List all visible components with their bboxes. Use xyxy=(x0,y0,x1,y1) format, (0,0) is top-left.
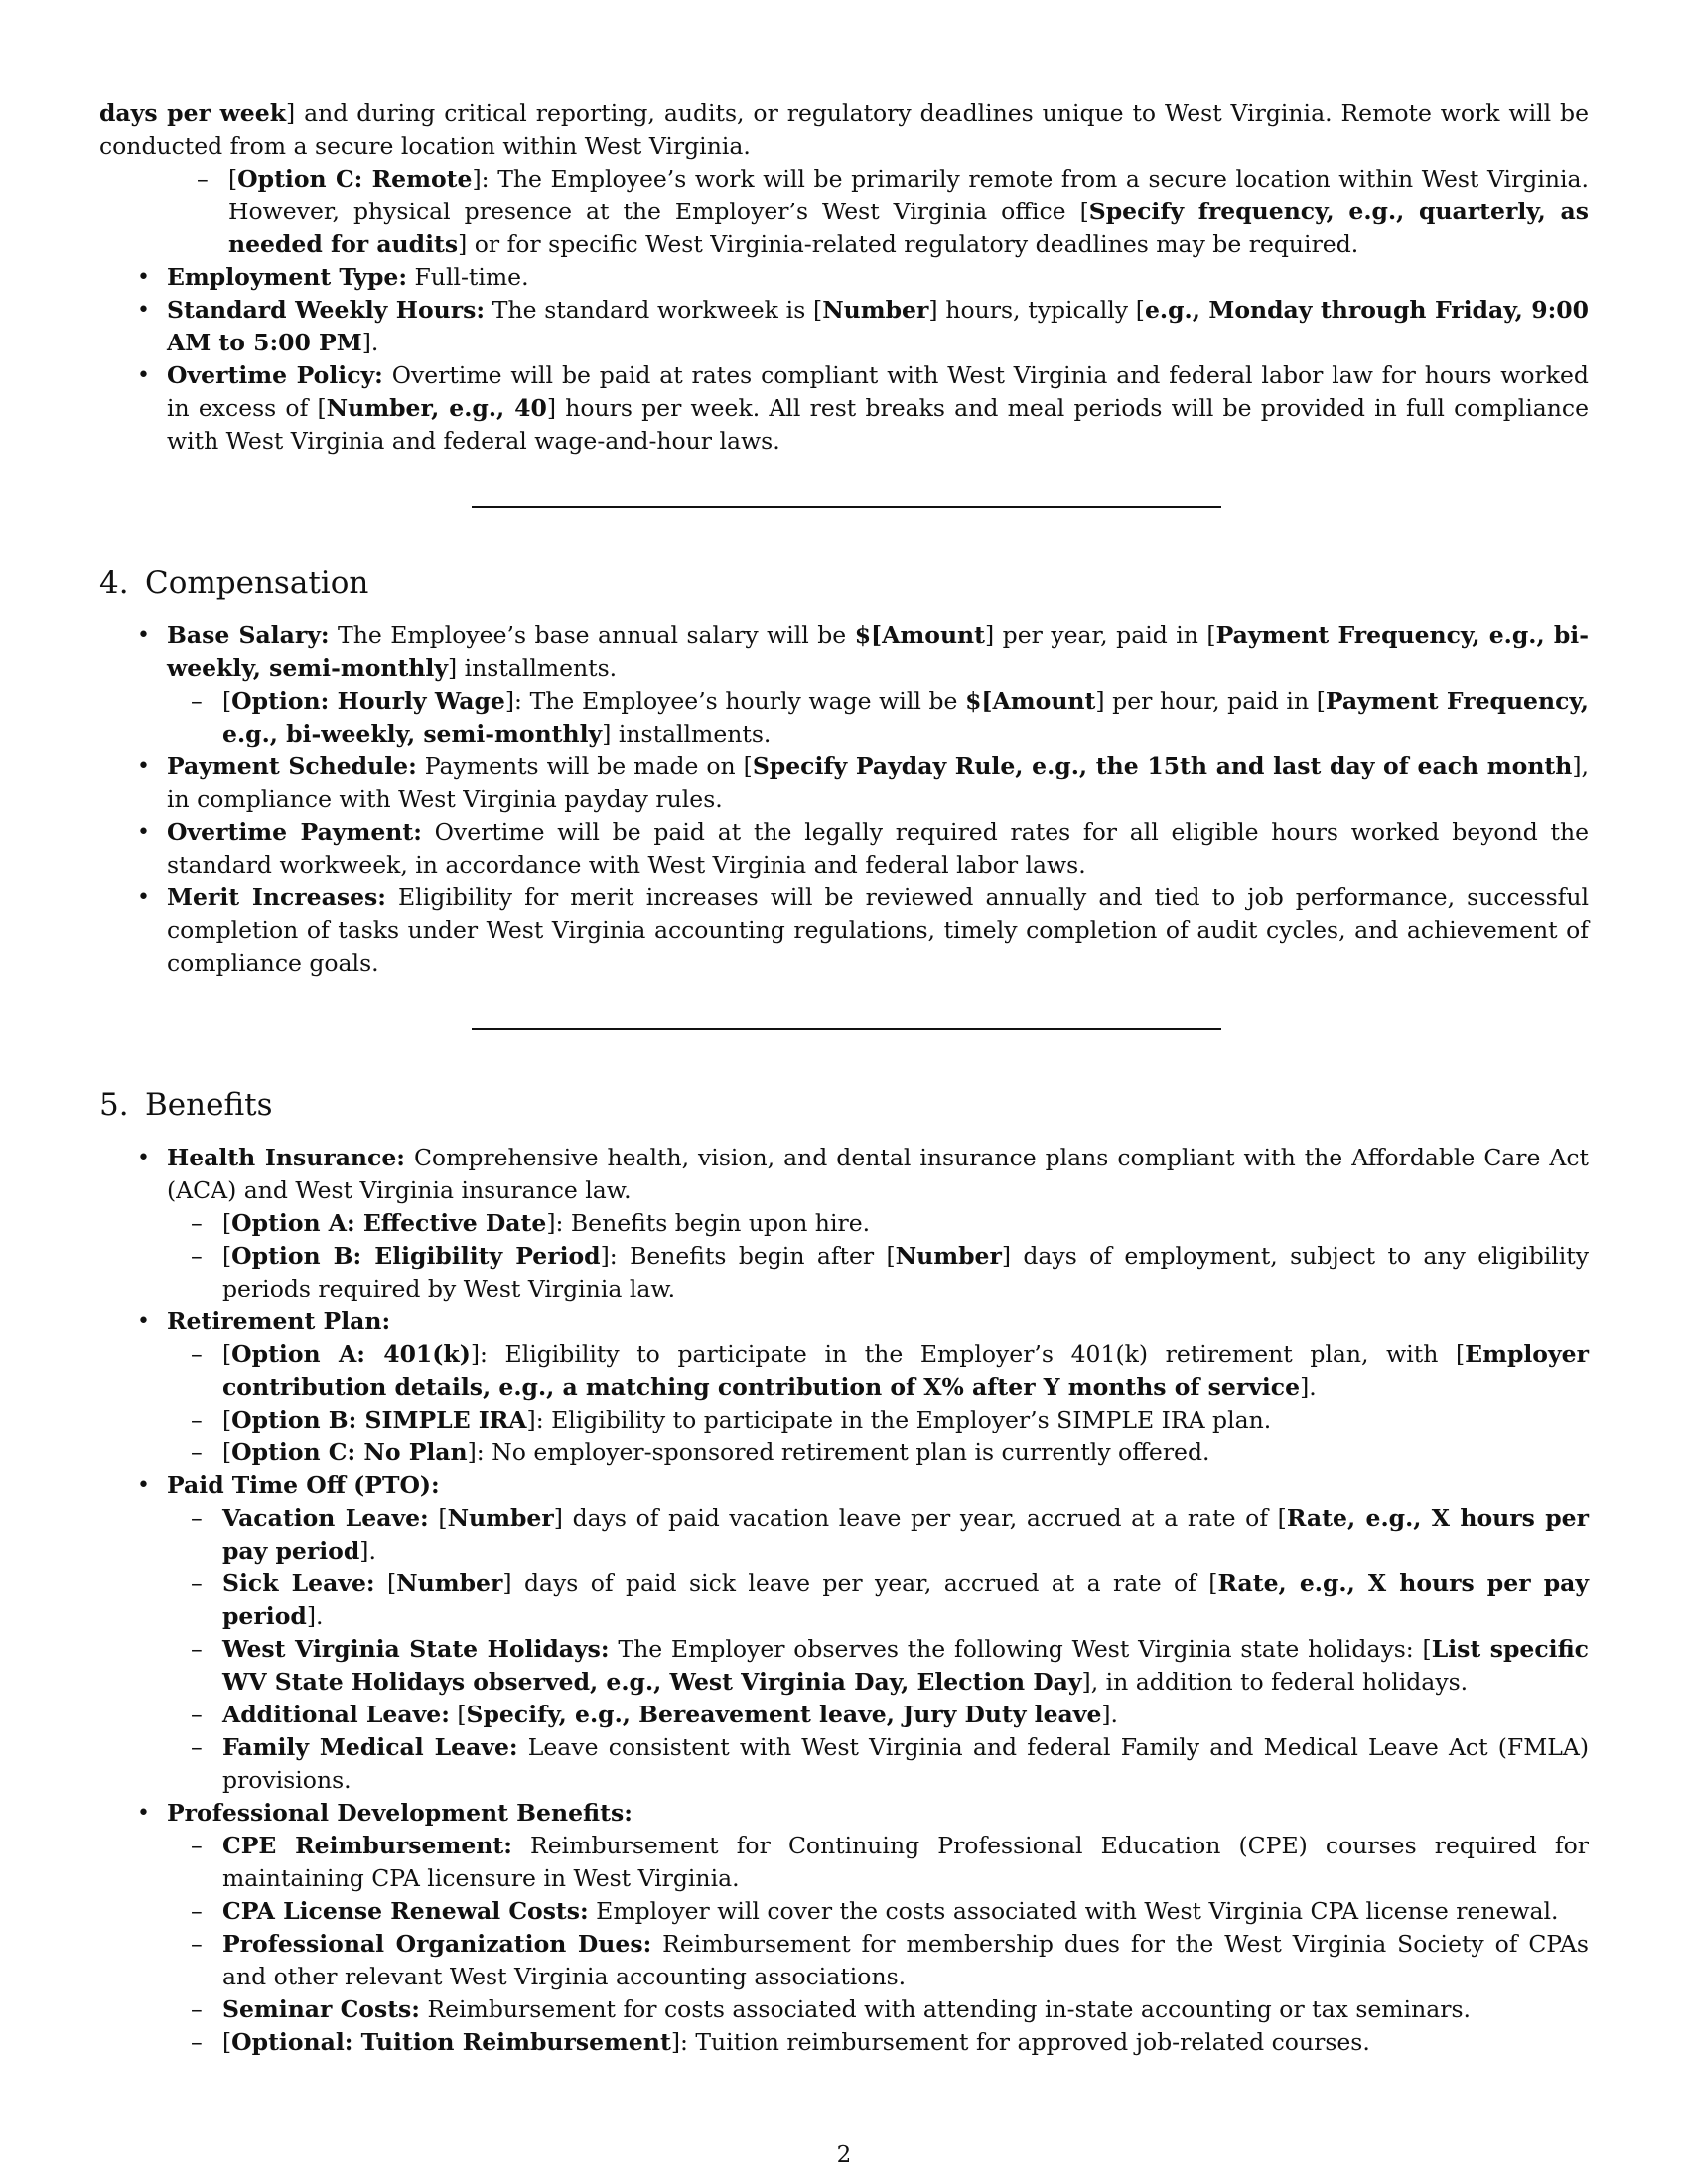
sick-leave: – Sick Leave: [Number] days of paid sick leave per year, accrued at a rate of [Rate, e.g., X hours per pay period]. xyxy=(222,1568,1589,1633)
health-option-b: – [Option B: Eligibility Period]: Benefits begin after [Number] days of employment, subject to any eligibility periods required by West Virginia law. xyxy=(222,1240,1589,1305)
payment-schedule-item: • Payment Schedule: Payments will be made on [Specify Payday Rule, e.g., the 15th and last day of each month], in compliance with West Virginia payday rules. xyxy=(167,751,1589,816)
state-holidays: – West Virginia State Holidays: The Employer observes the following West Virginia state holidays: [List specific WV State Holidays observed, e.g., West Virginia Day, Election Day], in addition to federal holidays. xyxy=(222,1633,1589,1699)
page-number: 2 xyxy=(836,2142,852,2168)
tuition-reimbursement: – [Optional: Tuition Reimbursement]: Tuition reimbursement for approved job-related courses. xyxy=(222,2026,1589,2059)
section-heading-benefits: 5. Benefits xyxy=(99,1087,273,1123)
family-medical-leave: – Family Medical Leave: Leave consistent with West Virginia and federal Family and Medical Leave Act (FMLA) provisions. xyxy=(222,1731,1589,1797)
carryover-options xyxy=(167,163,1589,261)
professional-development-options xyxy=(161,1830,1589,2059)
health-options xyxy=(161,1207,1589,1305)
merit-increases-item: • Merit Increases: Eligibility for merit increases will be reviewed annually and tied to job performance, successful completion of tasks under West Virginia accounting regulations, timely completion of audit cycles, and achievement of compliance goals. xyxy=(167,882,1589,980)
carryover-paragraph: days per week] and during critical reporting, audits, or regulatory deadlines unique to West Virginia. Remote work will be conducted from a secure location within West Virginia. xyxy=(99,99,1589,160)
additional-leave: – Additional Leave: [Specify, e.g., Bereavement leave, Jury Duty leave]. xyxy=(222,1699,1589,1731)
page-content xyxy=(99,97,1589,2059)
hourly-wage-option: – [Option: Hourly Wage]: The Employee’s hourly wage will be $[Amount] per hour, paid in [Payment Frequency, e.g., bi-weekly, semi-monthly] installments. xyxy=(222,685,1589,751)
section3-list xyxy=(99,261,1589,458)
compensation-list xyxy=(99,619,1589,980)
section-heading-compensation: 4. Compensation xyxy=(99,565,369,601)
section-divider xyxy=(472,1028,1221,1030)
section-divider xyxy=(472,506,1221,508)
benefits-list xyxy=(99,1142,1589,2059)
retirement-option-b: – [Option B: SIMPLE IRA]: Eligibility to participate in the Employer’s SIMPLE IRA plan. xyxy=(222,1404,1589,1436)
weekly-hours-item: • Standard Weekly Hours: The standard workweek is [Number] hours, typically [e.g., Monday through Friday, 9:00 AM to 5:00 PM]. xyxy=(167,294,1589,359)
pto-item: • Paid Time Off (PTO): – Vacation Leave: [Number] days of paid vacation leave per year, accrued at a rate of [Rate, e.g., X hours per pay period]. – Sick Leave: [Number] days of paid sick leave per year, accrued at a rate of [Rate, e.g., X hours per pay period]. – West Virginia State Holidays: The Employer observes the following West Virginia state holidays: [List specific WV State Holidays observed, e.g., West Virginia Day, Election Day], in addition to federal holidays. – Additional Leave: [Specify, e.g., Bereavement leave, Jury Duty leave]. – Family Medical Leave: Leave consistent with West Virginia and federal Family and Medical Leave Act (FMLA) provisions. xyxy=(167,1469,1589,1797)
employment-type-item: • Employment Type: Full-time. xyxy=(167,261,1589,294)
cpa-license-renewal: – CPA License Renewal Costs: Employer will cover the costs associated with West Virginia CPA license renewal. xyxy=(222,1895,1589,1928)
overtime-policy-item: • Overtime Policy: Overtime will be paid at rates compliant with West Virginia and federal labor law for hours worked in excess of [Number, e.g., 40] hours per week. All rest breaks and meal periods will be provided in full compliance with West Virginia and federal wage-and-hour laws. xyxy=(167,359,1589,458)
overtime-payment-item: • Overtime Payment: Overtime will be paid at the legally required rates for all eligible hours worked beyond the standard workweek, in accordance with West Virginia and federal labor laws. xyxy=(167,816,1589,882)
pto-options xyxy=(161,1502,1589,1797)
base-salary-item: • Base Salary: The Employee’s base annual salary will be $[Amount] per year, paid in [Payment Frequency, e.g., bi-weekly, semi-monthly] installments. – [Option: Hourly Wage]: The Employee’s hourly wage will be $[Amount] per hour, paid in [Payment Frequency, e.g., bi-weekly, semi-monthly] installments. xyxy=(167,619,1589,751)
health-option-a: – [Option A: Effective Date]: Benefits begin upon hire. xyxy=(222,1207,1589,1240)
seminar-costs: – Seminar Costs: Reimbursement for costs associated with attending in-state accounting or tax seminars. xyxy=(222,1993,1589,2026)
professional-development-item: • Professional Development Benefits: – CPE Reimbursement: Reimbursement for Continuing Professional Education (CPE) courses required for maintaining CPA licensure in West Virginia. – CPA License Renewal Costs: Employer will cover the costs associated with West Virginia CPA license renewal. – Professional Organization Dues: Reimbursement for membership dues for the West Virginia Society of CPAs and other relevant West Virginia accounting associations. – Seminar Costs: Reimbursement for costs associated with attending in-state accounting or tax seminars. – [Optional: Tuition Reimbursement]: Tuition reimbursement for approved job-related courses. xyxy=(167,1797,1589,2059)
organization-dues: – Professional Organization Dues: Reimbursement for membership dues for the West Virginia Society of CPAs and other relevant West Virginia accounting associations. xyxy=(222,1928,1589,1993)
retirement-plan-item: • Retirement Plan: – [Option A: 401(k)]: Eligibility to participate in the Employer’s 401(k) retirement plan, with [Employer contribution details, e.g., a matching contribution of X% after Y months of service]. – [Option B: SIMPLE IRA]: Eligibility to participate in the Employer’s SIMPLE IRA plan. – [Option C: No Plan]: No employer-sponsored retirement plan is currently offered. xyxy=(167,1305,1589,1469)
option-c-remote: – [Option C: Remote]: The Employee’s work will be primarily remote from a secure location within West Virginia. However, physical presence at the Employer’s West Virginia office [Specify frequency, e.g., quarterly, as needed for audits] or for specific West Virginia-related regulatory deadlines may be required. xyxy=(228,163,1589,261)
health-insurance-item: • Health Insurance: Comprehensive health, vision, and dental insurance plans compliant with the Affordable Care Act (ACA) and West Virginia insurance law. – [Option A: Effective Date]: Benefits begin upon hire. – [Option B: Eligibility Period]: Benefits begin after [Number] days of employment, subject to any eligibility periods required by West Virginia law. xyxy=(167,1142,1589,1305)
retirement-option-c: – [Option C: No Plan]: No employer-sponsored retirement plan is currently offered. xyxy=(222,1436,1589,1469)
cpe-reimbursement: – CPE Reimbursement: Reimbursement for Continuing Professional Education (CPE) courses required for maintaining CPA licensure in West Virginia. xyxy=(222,1830,1589,1895)
retirement-options xyxy=(161,1338,1589,1469)
base-salary-options xyxy=(161,685,1589,751)
vacation-leave: – Vacation Leave: [Number] days of paid vacation leave per year, accrued at a rate of [Rate, e.g., X hours per pay period]. xyxy=(222,1502,1589,1568)
retirement-option-a: – [Option A: 401(k)]: Eligibility to participate in the Employer’s 401(k) retirement plan, with [Employer contribution details, e.g., a matching contribution of X% after Y months of service]. xyxy=(222,1338,1589,1404)
